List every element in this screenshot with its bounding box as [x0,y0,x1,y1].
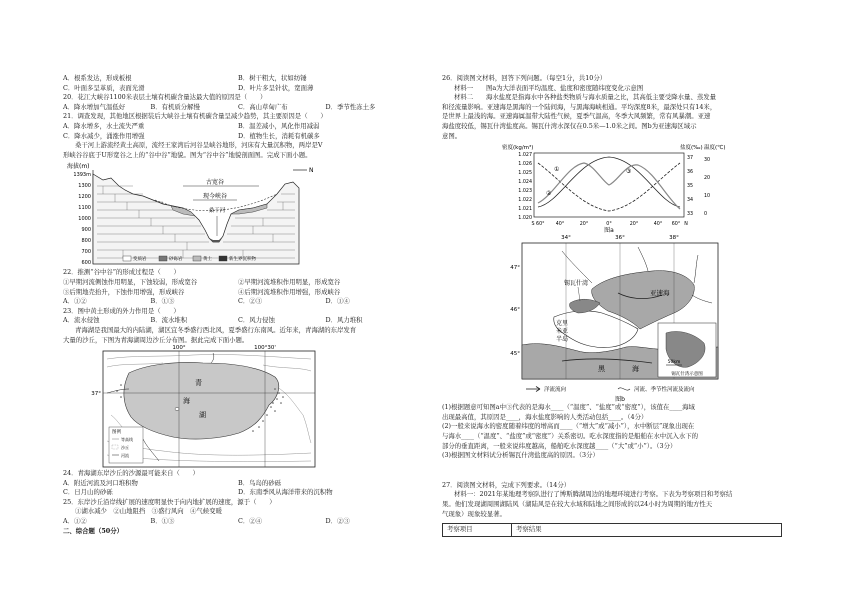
q27-stem: 27．阅读图文材料，完成下列要求。（14分） [442,480,571,489]
latitude-label: 37° [91,391,101,398]
q27-material-line: 果。他们发现湖周围湖陆风（湖陆风是在较大水域和陆地之间形成的以24小时为周期的地方性天 [442,499,713,508]
q26-material2-line: 和径流量影响。亚速海是黑海的一个陆间海，与黑海海峡相通。平均深度8米，最深处只有14米， [442,102,717,111]
black-sea-label: 黑 [598,365,605,374]
q23-option-c: C．风力侵蚀 [238,316,275,325]
latitude-tick: 0° [606,222,612,228]
valley-ylabel: 海拔(m) [67,163,90,171]
passage2-line2: 大量的沙丘，下图为青海湖周边沙丘分布图。据此完成下面小题。 [63,335,249,344]
legend-item: 河流 [121,453,129,459]
salinity-tick: 33 [687,212,694,218]
q20-option-a: A．降水增加气温低好 [63,102,126,111]
azov-sea-map [442,233,802,403]
legend-current: 洋流流向 [544,387,567,394]
salinity-tick: 34 [687,198,694,204]
latitude-tick: 60° [671,222,681,228]
q19-option-d: D．叶片多呈针状，宽面薄 [238,83,314,92]
right-column [442,74,802,537]
map-latitude: 46° [510,307,520,314]
q24-option-b: B．鸟岛的砂砾 [238,478,282,487]
q22-choices [63,297,413,307]
q22-item-4: ④后期河流堆积作用增强，形成峡谷 [238,287,341,296]
table-header-row [443,524,782,537]
valley-ytick: 1393m [73,172,91,179]
density-tick: 1.023 [518,189,532,195]
valley-profile-figure [63,160,413,268]
q22-stem: 22．推测“谷中谷”的形成过程是（ ） [63,268,180,277]
q26-item: 出现最高值，其原因是____，海水盐度影响的人类活动包括____。（4分） [442,412,648,421]
q22-choice-c: C．②③ [238,297,263,306]
q21-option-a: A．降水增多，水土流失严重 [63,121,145,130]
left-column [63,74,413,536]
map-latitude: 47° [510,265,520,272]
q22-choice-a: A．①② [63,297,87,306]
valley-ytick: 900 [81,227,91,234]
density-axis-label: 密度(kg/m³) [502,145,534,152]
q20-stem: 20．花江大峡谷1100米表层土壤有机碳含量达最大值的原因是（ ） [63,93,267,102]
q20-options [63,103,413,113]
q26-item: 与海水____（“温度”、“盐度”或“密度”）关系密切。吃水深度指的是船舶在水中沉入水下的 [442,431,699,440]
q21-options-row2 [63,132,413,142]
q20-option-b: B．有机质分解慢 [150,102,200,111]
q21-option-b: B．温差减小，风化作用减弱 [238,121,320,130]
q22-item-3: ③后期地壳抬升，下蚀作用增强，形成峡谷 [63,287,185,296]
salinity-tick: 37 [687,156,694,162]
q27-material-line: 材料一：2021年某地理考察队进行了博斯腾湖周边的地理环境进行考察。下表为考察项目和考察结 [454,490,733,499]
q26-item: (3)根据图文材料试分析锡瓦什湾盐度高的原因。（3分） [442,451,599,460]
temperature-axis-label: 温度(℃) [704,145,726,152]
lake-label: 海 [183,397,190,406]
ocean-profile-figure [442,141,802,233]
azov-map-svg [442,233,742,403]
inset-map [658,323,716,377]
q22-items-row2 [63,288,413,298]
salinity-tick: 36 [687,170,694,176]
marker-1: ① [554,166,560,174]
temperature-tick: 20 [704,176,711,182]
q19-option-a: A．根系发达，形成板根 [63,74,132,82]
ocean-profile-svg [442,141,742,233]
table-header-item: 考察项目 [443,524,512,537]
azov-legend [526,385,695,403]
q24-option-c: C．日月山的砂砾 [63,488,113,497]
legend-item: 砂砾岩 [169,257,183,263]
legend-item: 新生界沉积物 [229,257,256,263]
valley-ytick: 1300 [78,183,91,190]
q25-choice-d: D．②③ [325,517,350,526]
salinity-axis-label: 盐度(‰) [680,145,703,152]
q23-stem: 23．图中黄土形成的外力作用是（ ） [63,306,180,315]
q25-stem: 25．东岸沙丘沿岸线扩展的速度明显快于向内地扩展的速度，源于（ ） [63,497,276,506]
q25-choices [63,517,413,527]
longitude-label: 100°30' [254,345,276,352]
q22-choice-b: B．①③ [150,297,175,306]
q21-options-row1 [63,122,413,132]
latitude-tick: 40° [653,222,663,228]
q22-item-1: ①早期河流侧蚀作用明显，下蚀较弱，形成宽谷 [63,277,198,286]
q25-items: ①湖水减少 ②山地阻挡 ③盛行风向 ④气候变暖 [75,507,222,516]
inset-title: 锡瓦什湾示意图 [671,372,703,378]
q25-choice-b: B．①③ [150,517,175,526]
q27-material-line: 气现象）现象较显著。 [442,509,506,518]
valley-ytick: 600 [81,260,91,267]
latitude-tick: 20° [629,222,639,228]
q19-options-row2 [63,84,413,94]
density-tick: 1.021 [518,207,532,213]
map-longitude: 36° [615,235,625,242]
wide-valley-label: 古宽谷 [205,179,225,187]
qinghai-lake-map [63,345,413,469]
q21-stem: 21．调查发现，其他地区根据装后大峡谷土壤有机碳含量呈减少趋势，其主要原因是（ ） [63,112,327,121]
q26-item: (2)一般来说海水的密度随着纬度的增高而____（“增大”或“减小”），水中断层”现象出现在 [442,422,695,431]
q22-items-row1 [63,278,413,288]
latitude-tick: 20° [579,222,589,228]
q26-material2-line: 意图。 [442,131,462,140]
crimea-label: 半岛 [556,336,569,344]
density-tick: 1.027 [518,153,532,159]
q23-option-d: D．风力堆积 [325,316,363,325]
legend-title: 图例 [112,430,121,436]
density-tick: 1.020 [518,216,532,222]
lake-label: 青 [195,379,202,388]
q23-option-a: A．流水侵蚀 [63,316,100,325]
q21-option-d: D．植物生长，消耗有机碳多 [238,131,320,140]
q26-material1: 材料一 图a为大洋表面平均温度、盐度和密度随纬度变化示意图 [454,83,644,92]
q26-material2-line: 是世界上最浅的海。亚速海属温带大陆性气候，夏季气温高，冬季大风频繁，常有风暴潮。亚速 [442,112,711,121]
valley-ytick: 800 [81,238,91,245]
latitude-tick: N [684,222,688,228]
marker-2: ② [546,190,552,198]
q19-options-row1 [63,74,413,84]
q25-choice-c: C．②④ [238,517,263,526]
density-tick: 1.022 [518,198,532,204]
valley-ytick: 1200 [78,194,91,201]
qinghai-map-svg [63,345,323,469]
q24-stem: 24．青海湖东岸沙丘的沙源最可能来自（ ） [63,469,199,478]
q26-material2-line: 材料二 海水盐度是指海水中各种盐类物质与海水质量之比，其高低主要受降水量、蒸发量 [454,93,717,102]
bird-island [175,408,179,411]
q22-choice-d: D．①④ [325,297,350,306]
map-legend [109,427,143,463]
q24-option-d: D．东南季风从海洋带来的沉积物 [238,488,333,497]
q19-option-c: C．叶面多呈革质，表面光滑 [63,83,145,92]
valley-ytick: 700 [81,249,91,256]
q22-item-2: ②早期河流堆积作用明显，形成宽谷 [238,277,341,286]
q24-options-row2 [63,488,413,498]
map-latitude: 45° [510,351,520,358]
marker-3: ③ [626,168,632,176]
q26-item: (1)根据题意可知图a中③代表的是海水____（“温度”、“盐度”或“密度”），该值在____海域 [442,403,695,412]
sivash-label: 锡瓦什湾 [564,280,589,288]
passage1-line1: 桑干河上游流经黄土高原，流经王家湾后河谷呈峡谷地形，河床有大量沉积物，两岸是V [75,141,323,150]
q26-item: 部分的垂直距离，一般来说纬度越高，船舶吃水深度越____（“大”或“小”）。（3分） [442,441,677,450]
survey-table [442,523,782,537]
temperature-tick: 30 [704,158,711,164]
legend-item: 黄土 [203,257,212,263]
crimea-label: 米亚 [556,328,569,336]
valley-ytick: 1100 [78,205,91,212]
temperature-tick: 0 [704,212,708,218]
q21-option-c: C．降水减少，涌涨作用增强 [63,131,145,140]
figure-b-caption: 图b [615,396,625,404]
q20-option-d: D．季节性冻土多 [325,102,376,111]
latitude-tick: 40° [555,222,565,228]
azov-label: 亚速海 [650,289,670,298]
crimea-label: 克里 [556,320,569,328]
q26-stem: 26．阅读图文材料，回答下列问题。（每空1分，共10分） [442,74,607,82]
black-sea-label: 海 [632,365,639,374]
gorge-label: 现今峡谷 [202,193,228,201]
passage2-line1: 青海湖是我国最大的内陆湖，湖区宜冬季盛行西北风，夏季盛行东南风。近年来，青海湖的东岸发育 [75,325,357,334]
q25-choice-a: A．①② [63,517,87,526]
q19-option-b: B．树干粗大，状如纺锤 [238,74,307,82]
density-tick: 1.025 [518,171,532,177]
q23-option-b: B．流水堆积 [150,316,188,325]
map-longitude: 38° [669,235,679,242]
salinity-tick: 35 [687,184,694,190]
q20-option-c: C．高山草甸广布 [238,102,288,111]
bedrock-profile [93,174,299,264]
latitude-tick: S 60° [531,222,545,228]
map-longitude: 34° [561,235,571,242]
lake-label: 湖 [199,411,206,420]
legend-river: 河流、季节性河流及流向 [634,387,695,394]
q24-option-a: A．附近河流及河口堆积物 [63,478,138,487]
q26-material2-line: 海盐度较低，锡瓦什湾盐度高。锡瓦什湾水深仅在0.5米—1.0米之间。图b为亚速海区域示 [442,121,697,130]
river-label: 桑干河 [208,208,226,215]
q24-options-row1 [63,479,413,489]
density-tick: 1.024 [518,180,532,186]
q23-options [63,316,413,326]
temperature-tick: 10 [704,194,711,200]
longitude-label: 100° [172,345,186,352]
passage1-line2: 形峡谷谷底于U形宽谷之上的“谷中谷”地貌。图为“谷中谷”地貌剖面图。完成下面小题。 [63,150,312,159]
table-header-result: 考察结果 [512,524,782,537]
valley-profile-svg [63,160,323,268]
legend-item: 变质岩 [133,257,147,263]
density-tick: 1.026 [518,162,532,168]
figure-a-caption: 图a [604,227,614,234]
section2-heading: 二、综合题（50分） [63,526,124,535]
valley-ytick: 1000 [78,216,91,223]
legend-item: 沙丘 [121,445,129,451]
north-label: N [309,167,314,175]
legend-item: 等高线 [121,437,133,443]
scale-label: 50km [667,360,681,366]
